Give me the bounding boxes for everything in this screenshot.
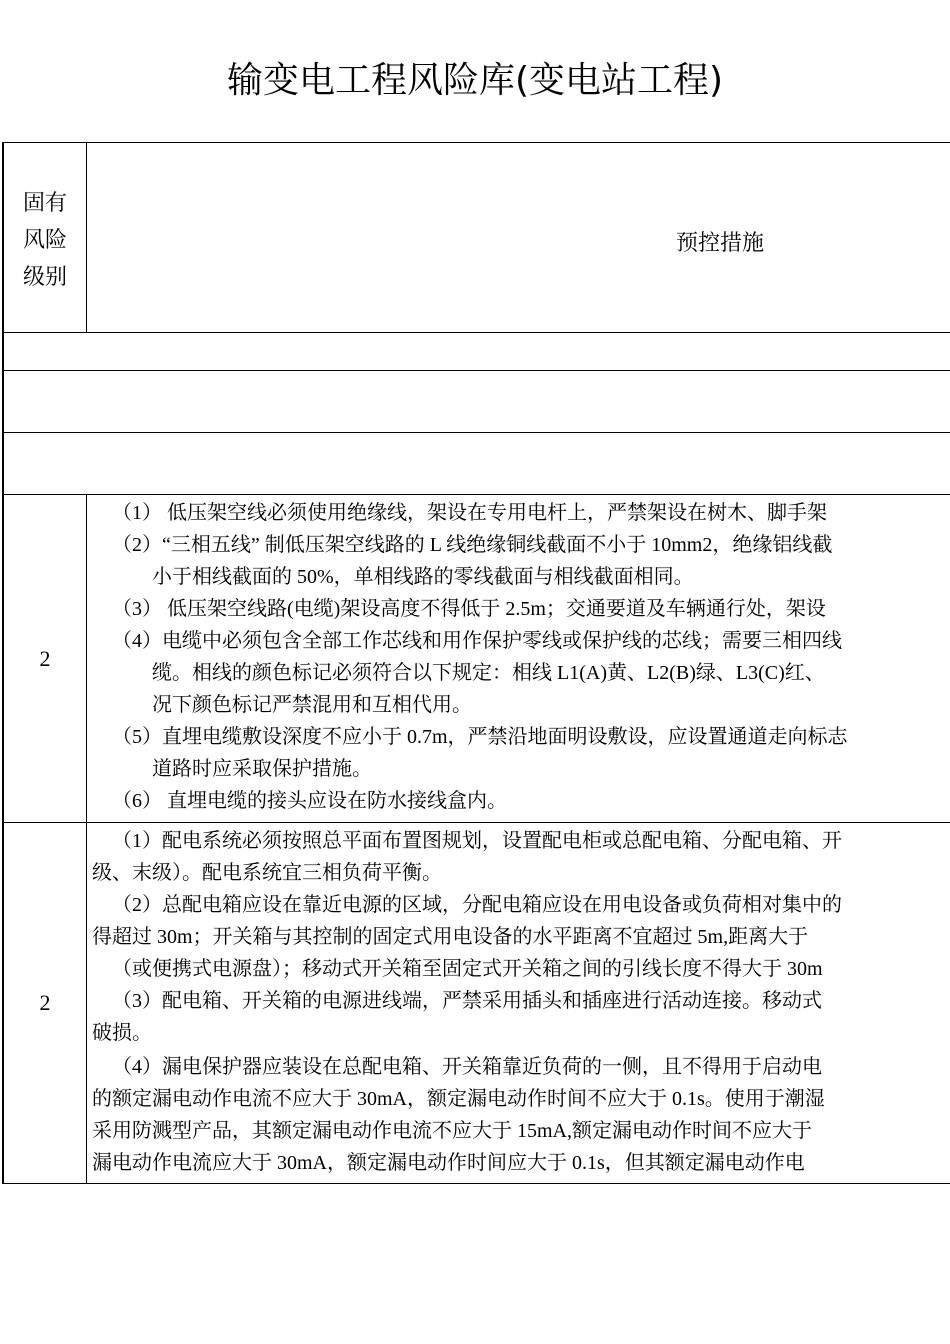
table-column-divider bbox=[86, 494, 87, 1184]
row-measures bbox=[88, 496, 950, 822]
measure-line: （4）电缆中必须包含全部工作芯线和用作保护零线或保护线的芯线；需要三相四线 bbox=[112, 630, 842, 652]
header-risk-level-line: 固有 bbox=[22, 190, 67, 215]
measure-line: 得超过 30m；开关箱与其控制的固定式用电设备的水平距离不宜超过 5m,距离大于 bbox=[92, 926, 809, 948]
measure-line: 况下颜色标记严禁混用和互相代用。 bbox=[152, 694, 472, 716]
page-title: 输变电工程风险库(变电站工程) bbox=[226, 60, 724, 101]
table-rule bbox=[2, 1183, 950, 1184]
measure-line: （或便携式电源盘）；移动式开关箱至固定式开关箱之间的引线长度不得大于 30m bbox=[112, 958, 823, 980]
header-risk-level bbox=[4, 184, 86, 295]
measure-line: 缆。相线的颜色标记必须符合以下规定：相线 L1(A)黄、L2(B)绿、L3(C)红、 bbox=[152, 662, 825, 684]
row-risk-level: 2 bbox=[39, 646, 51, 671]
table-rule bbox=[2, 822, 950, 823]
measure-line: （2）“三相五线” 制低压架空线路的 L 线绝缘铜线截面不小于 10mm2，绝缘铝线截 bbox=[112, 534, 833, 556]
table-rule bbox=[2, 494, 950, 495]
measure-line: （2）总配电箱应设在靠近电源的区域，分配电箱应设在用电设备或负荷相对集中的 bbox=[112, 894, 842, 916]
measure-line: （1） 低压架空线必须使用绝缘线，架设在专用电杆上，严禁架设在树木、脚手架 bbox=[112, 502, 827, 524]
measure-line: （6） 直埋电缆的接头应设在防水接线盒内。 bbox=[112, 790, 507, 812]
measure-line: 级、末级）。配电系统宜三相负荷平衡。 bbox=[92, 862, 442, 884]
header-risk-level-line: 风险 bbox=[22, 227, 67, 252]
measure-line: 道路时应采取保护措施。 bbox=[152, 758, 372, 780]
header-measures: 预控措施 bbox=[675, 230, 764, 255]
table-column-divider bbox=[86, 142, 87, 332]
table-rule bbox=[2, 332, 950, 333]
measure-line: （3）配电箱、开关箱的电源进线端，严禁采用插头和插座进行活动连接。移动式 bbox=[112, 990, 822, 1012]
measure-line: 的额定漏电动作电流不应大于 30mA，额定漏电动作时间不应大于 0.1s。使用于潮湿 bbox=[92, 1088, 825, 1110]
measure-line: （1）配电系统必须按照总平面布置图规划，设置配电柜或总配电箱、分配电箱、开 bbox=[112, 830, 842, 852]
measure-line: （5）直埋电缆敷设深度不应小于 0.7m，严禁沿地面明设敷设，应设置通道走向标志 bbox=[112, 726, 848, 748]
measure-line: 小于相线截面的 50%，单相线路的零线截面与相线截面相同。 bbox=[152, 566, 694, 588]
table-rule bbox=[2, 432, 950, 433]
row-risk-level: 2 bbox=[39, 990, 51, 1015]
measure-line: （3） 低压架空线路(电缆)架设高度不得低于 2.5m；交通要道及车辆通行处，架设 bbox=[112, 598, 826, 620]
table-rule bbox=[2, 370, 950, 371]
measure-line: 采用防溅型产品，其额定漏电动作电流不应大于 15mA,额定漏电动作时间不应大于 bbox=[92, 1120, 812, 1142]
measure-line: （4）漏电保护器应装设在总配电箱、开关箱靠近负荷的一侧，且不得用于启动电 bbox=[112, 1056, 822, 1078]
table-rule bbox=[2, 142, 950, 143]
header-risk-level-line: 级别 bbox=[22, 264, 67, 289]
measure-line: 破损。 bbox=[92, 1022, 152, 1044]
measure-line: 漏电动作电流应大于 30mA，额定漏电动作时间应大于 0.1s，但其额定漏电动作电 bbox=[92, 1152, 805, 1174]
row-measures bbox=[88, 824, 950, 1183]
